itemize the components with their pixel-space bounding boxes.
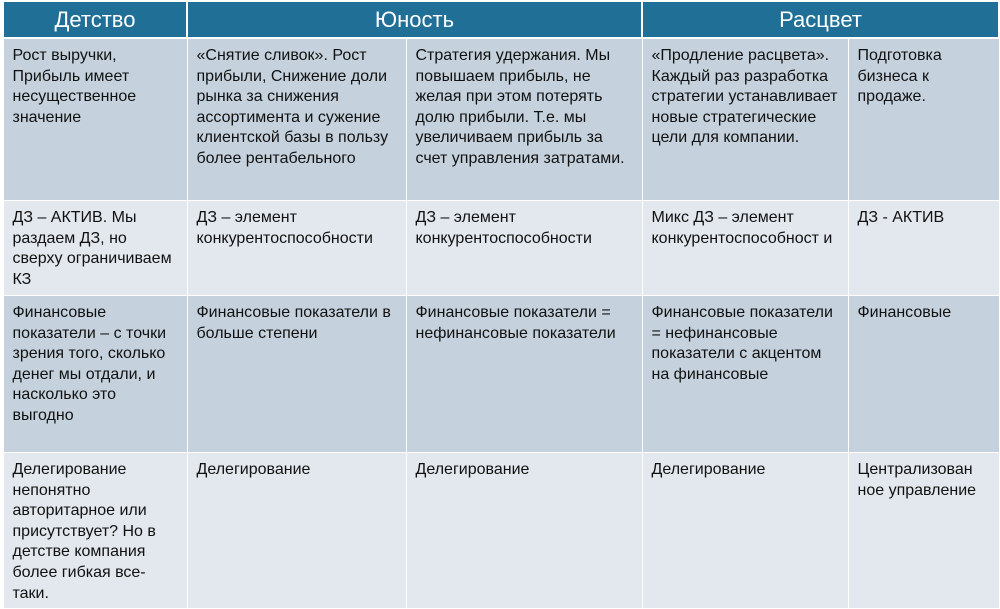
table-cell: Финансовые показатели – с точки зрения того, сколько денег мы отдали, и насколько это выгодно: [3, 296, 187, 453]
table-cell: Делегирование: [187, 453, 406, 609]
lifecycle-table: [2, 2, 1000, 609]
table-cell: ДЗ – АКТИВ. Мы раздаем ДЗ, но сверху ограничиваем КЗ: [3, 201, 187, 296]
table-row: [3, 296, 999, 453]
table-cell: Стратегия удержания. Мы повышаем прибыль, не желая при этом потерять долю прибыли. Т.е. мы увеличиваем прибыль за счет управления затратами.: [406, 38, 642, 201]
header-row: [3, 2, 999, 38]
table-row: [3, 38, 999, 201]
table-cell: ДЗ - АКТИВ: [848, 201, 999, 296]
table-cell: ДЗ – элемент конкурентоспособности: [187, 201, 406, 296]
table-cell: Делегирование: [642, 453, 848, 609]
table-cell: Финансовые: [848, 296, 999, 453]
table-cell: ДЗ – элемент конкурентоспособности: [406, 201, 642, 296]
table-cell: Финансовые показатели = нефинансовые показатели: [406, 296, 642, 453]
table-cell: «Продление расцвета». Каждый раз разработка стратегии устанавливает новые стратегические цели для компании.: [642, 38, 848, 201]
table-cell: Микс ДЗ – элемент конкурентоспособност и: [642, 201, 848, 296]
table-cell: Подготовка бизнеса к продаже.: [848, 38, 999, 201]
table-cell: «Снятие сливок». Рост прибыли, Снижение доли рынка за снижения ассортимента и сужение клиентской базы в пользу более рентабельного: [187, 38, 406, 201]
table-cell: Финансовые показатели в больше степени: [187, 296, 406, 453]
header-childhood: Детство: [3, 2, 187, 38]
header-youth: Юность: [187, 2, 642, 38]
table-cell: Делегирование: [406, 453, 642, 609]
table-cell: Финансовые показатели = нефинансовые показатели с акцентом на финансовые: [642, 296, 848, 453]
table-cell: Централизован ное управление: [848, 453, 999, 609]
table-row: [3, 453, 999, 609]
table-row: [3, 201, 999, 296]
table-cell: Делегирование непонятно авторитарное или присутствует? Но в детстве компания более гибкая все-таки.: [3, 453, 187, 609]
table-cell: Рост выручки, Прибыль имеет несущественное значение: [3, 38, 187, 201]
header-prime: Расцвет: [642, 2, 999, 38]
